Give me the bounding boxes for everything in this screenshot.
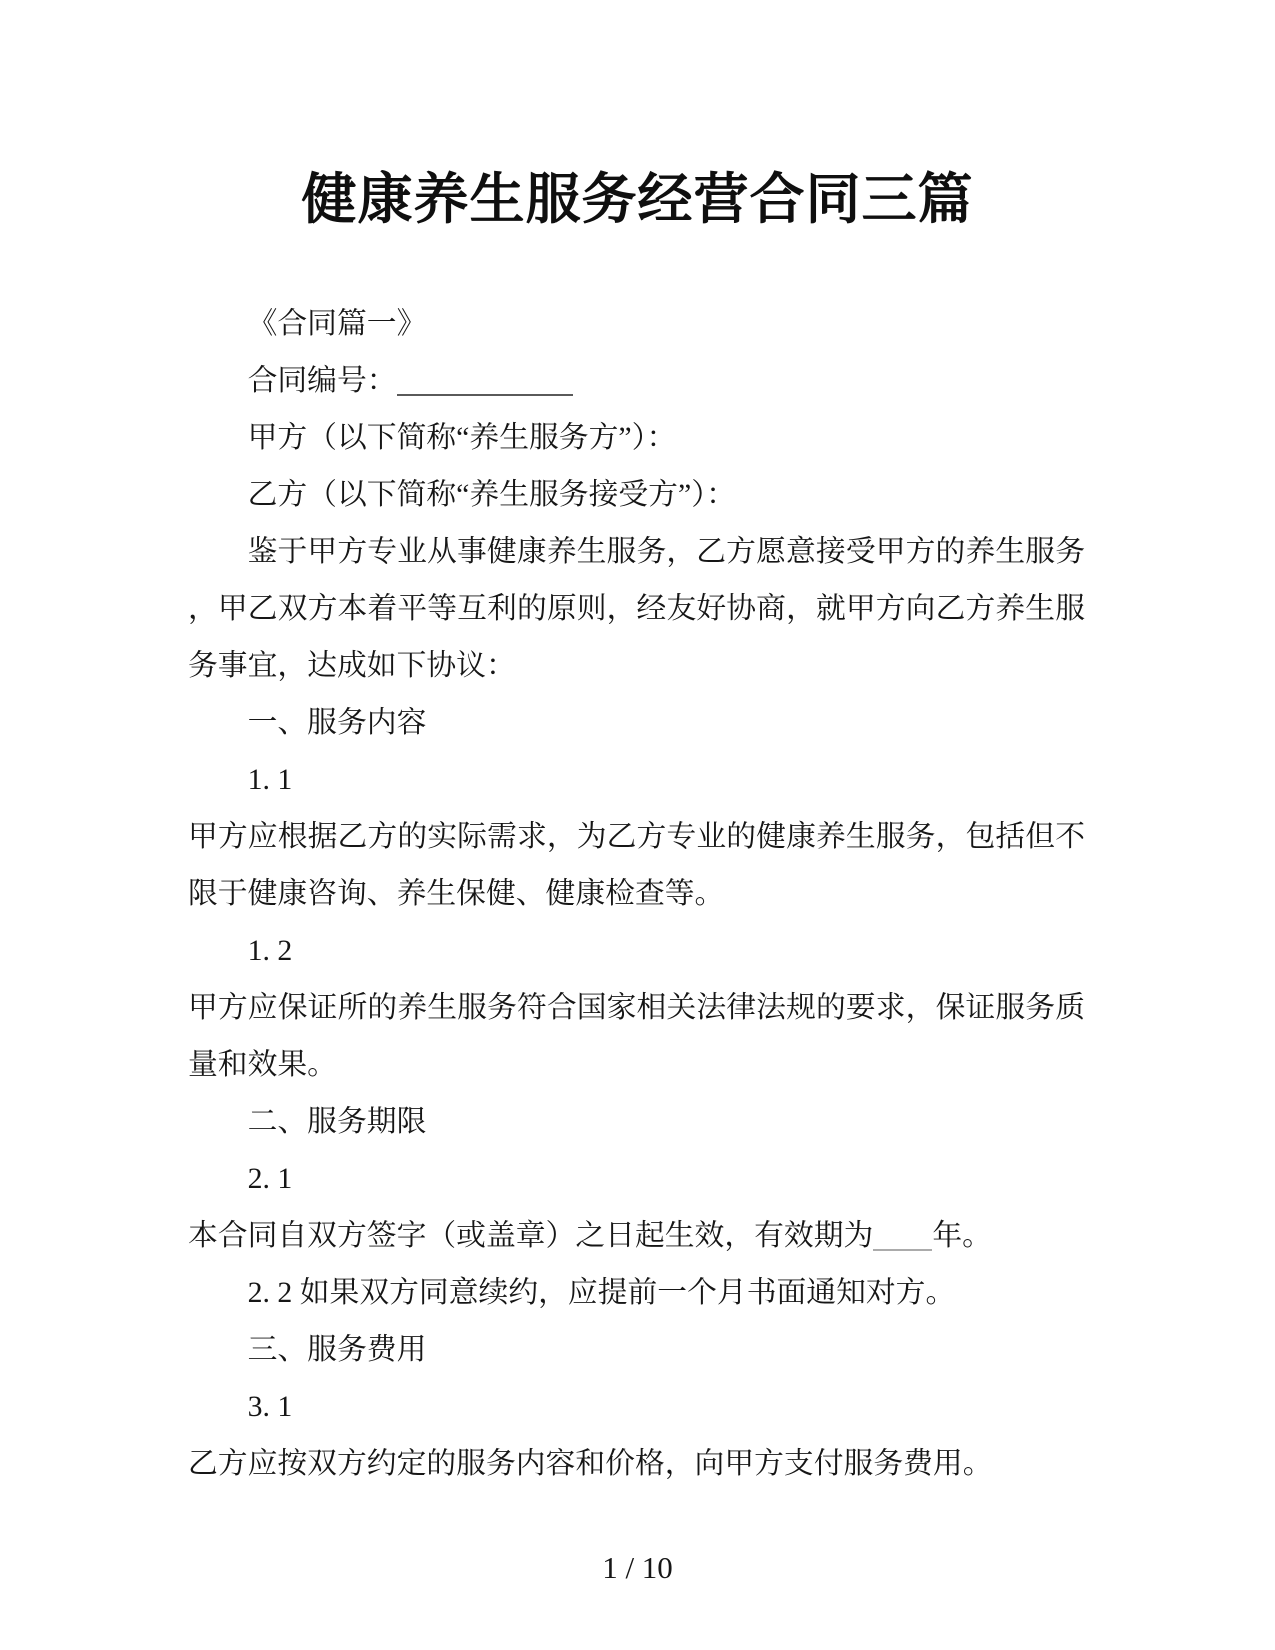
paragraph-text: 甲方（以下简称“养生服务方”）： xyxy=(247,421,677,454)
paragraph-text: 1. 2 xyxy=(247,934,293,967)
paragraph xyxy=(188,1207,1085,1264)
paragraph xyxy=(188,1150,1085,1207)
paragraph-text: 乙方（以下简称“养生服务接受方”）： xyxy=(247,478,736,511)
paragraph xyxy=(188,1264,1085,1321)
paragraph-text: 1. 1 xyxy=(247,763,293,796)
page-number: 1 / 10 xyxy=(602,1550,673,1585)
paragraph xyxy=(188,1321,1085,1378)
paragraph-text: 三、服务费用 xyxy=(247,1333,427,1366)
paragraph-text: 一、服务内容 xyxy=(247,706,427,739)
fill-in-blank-line xyxy=(397,364,573,396)
paragraph xyxy=(188,1378,1085,1435)
paragraph-text: 鉴于甲方专业从事健康养生服务，乙方愿意接受甲方的养生服务，甲乙双方本着平等互利的原则，经友好协商，就甲方向乙方养生服务事宜，达成如下协议： xyxy=(188,535,1085,682)
paragraph xyxy=(188,466,1085,523)
paragraph-text: 3. 1 xyxy=(247,1390,293,1423)
paragraph xyxy=(188,922,1085,979)
paragraph-text: 《合同篇一》 xyxy=(247,307,427,340)
paragraph xyxy=(188,694,1085,751)
paragraph-text: 甲方应根据乙方的实际需求，为乙方专业的健康养生服务，包括但不限于健康咨询、养生保健、健康检查等。 xyxy=(188,820,1085,910)
page-footer xyxy=(0,1539,1275,1596)
paragraph xyxy=(188,1435,1085,1492)
paragraph xyxy=(188,751,1085,808)
paragraph-text: 本合同自双方签字（或盖章）之日起生效，有效期为 xyxy=(188,1219,874,1252)
paragraph xyxy=(188,1093,1085,1150)
document-title: 健康养生服务经营合同三篇 xyxy=(301,169,974,230)
paragraph-text: 2. 2 如果双方同意续约，应提前一个月书面通知对方。 xyxy=(247,1276,956,1309)
paragraph-text: 甲方应保证所的养生服务符合国家相关法律法规的要求，保证服务质量和效果。 xyxy=(188,991,1085,1081)
paragraph-text: 2. 1 xyxy=(247,1162,293,1195)
paragraph xyxy=(188,295,1085,352)
paragraph xyxy=(188,352,1085,409)
fill-in-blank-line xyxy=(873,1219,932,1251)
paragraph-text: 二、服务期限 xyxy=(247,1105,427,1138)
paragraph xyxy=(188,409,1085,466)
paragraph xyxy=(188,808,1085,922)
paragraph-text: 年。 xyxy=(932,1219,992,1252)
paragraph xyxy=(188,523,1085,694)
document-body xyxy=(188,295,1085,1492)
paragraph xyxy=(188,979,1085,1093)
paragraph-text: 合同编号： xyxy=(247,364,397,397)
paragraph-text: 乙方应按双方约定的服务内容和价格，向甲方支付服务费用。 xyxy=(188,1447,993,1480)
